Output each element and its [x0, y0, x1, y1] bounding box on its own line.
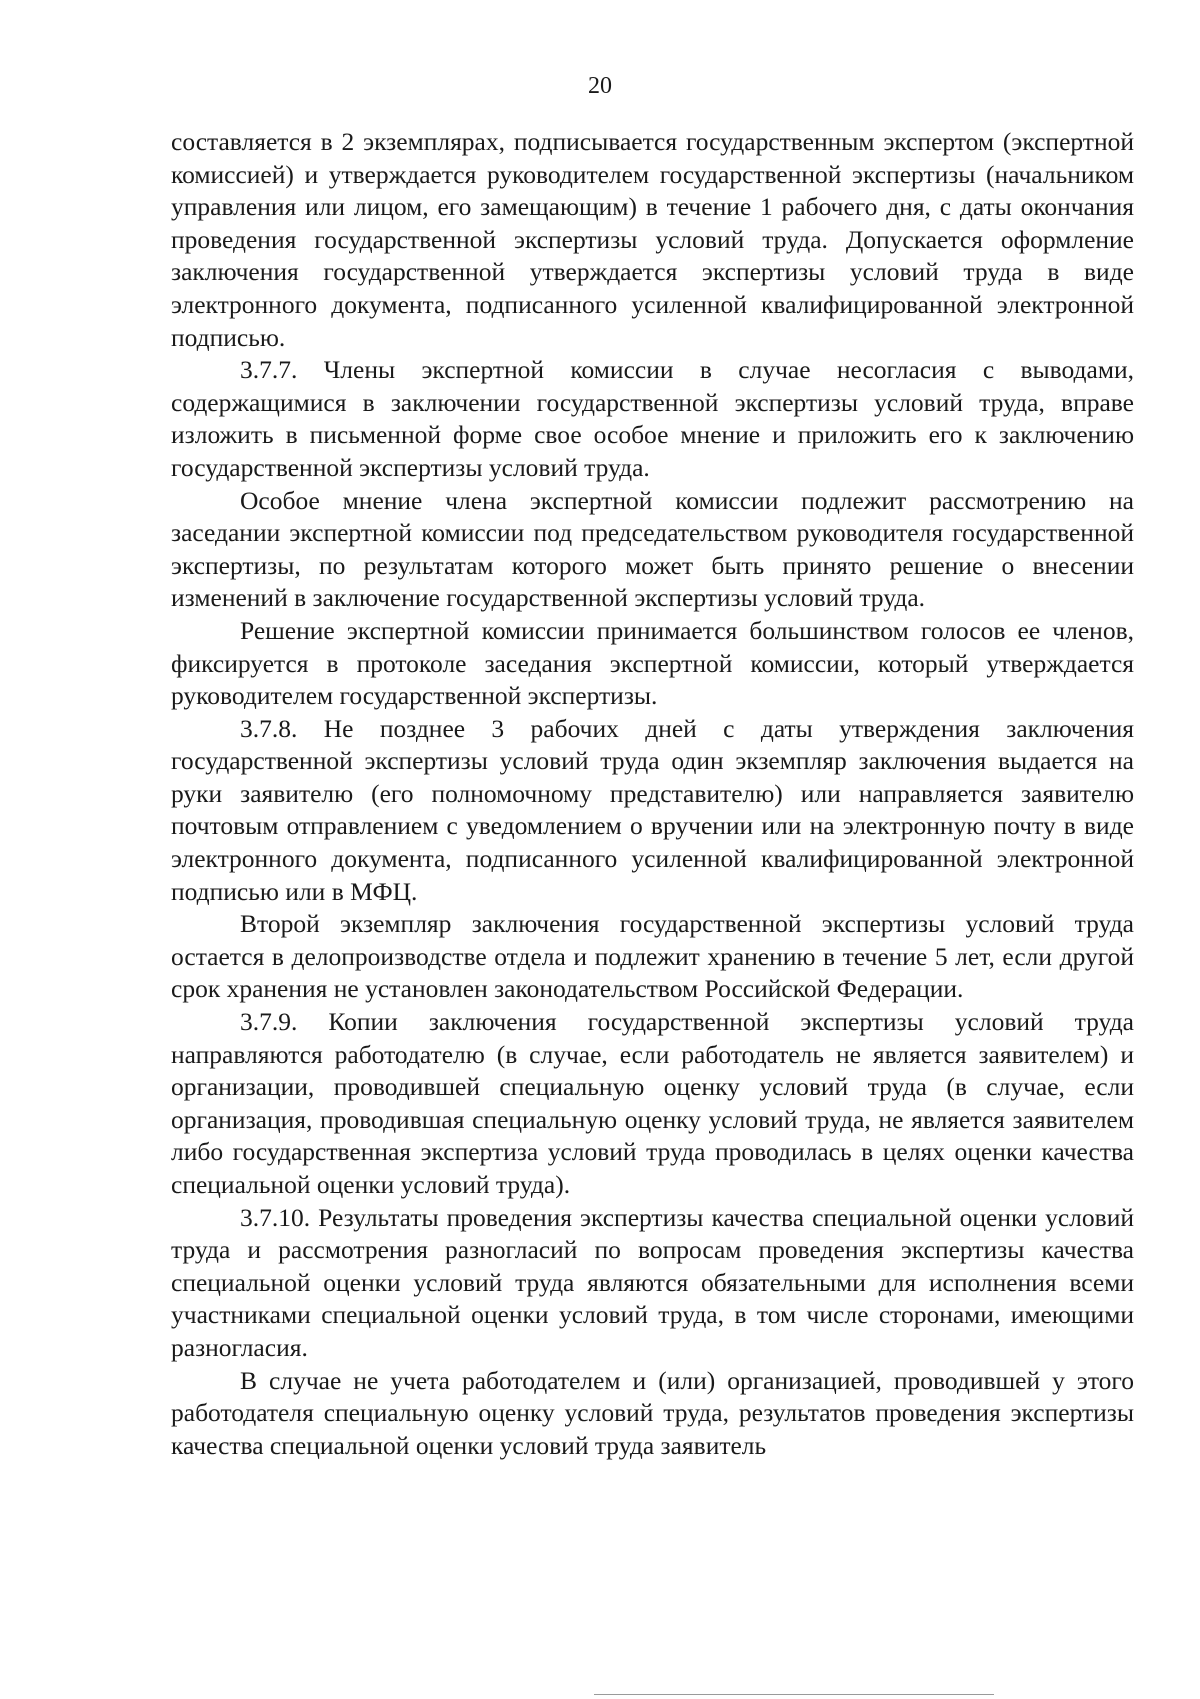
document-body	[171, 126, 1134, 1462]
paragraph-3-7-9: 3.7.9. Копии заключения государственной экспертизы условий труда направляются работодателю (в случае, если работодатель не является заявителем) и организации, проводившей специальную оценку условий труда (в случае, если организация, проводившая специальную оценку условий труда, не является заявителем либо государственная экспертиза условий труда проводилась в целях оценки качества специальной оценки условий труда).	[171, 1007, 1134, 1199]
paragraph-non-compliance: В случае не учета работодателем и (или) организацией, проводившей у этого работодателя специальную оценку условий труда, результатов проведения экспертизы качества специальной оценки условий труда заявитель	[171, 1365, 1134, 1460]
paragraph-3-7-7: 3.7.7. Члены экспертной комиссии в случае несогласия с выводами, содержащимися в заключении государственной экспертизы условий труда, вправе изложить в письменной форме свое особое мнение и приложить его к заключению государственной экспертизы условий труда.	[171, 355, 1134, 482]
paragraph-3-7-10: 3.7.10. Результаты проведения экспертизы качества специальной оценки условий труда и рассмотрения разногласий по вопросам проведения экспертизы качества специальной оценки условий труда являются обязательными для исполнения всеми участниками специальной оценки условий труда, в том числе сторонами, имеющими разногласия.	[171, 1202, 1134, 1362]
footer-divider	[594, 1694, 994, 1695]
paragraph-second-copy: Второй экземпляр заключения государственной экспертизы условий труда остается в делопроизводстве отдела и подлежит хранению в течение 5 лет, если другой срок хранения не установлен законодательством Российской Федерации.	[171, 909, 1134, 1004]
paragraph-continuation: составляется в 2 экземплярах, подписывается государственным экспертом (экспертной комиссией) и утверждается руководителем государственной экспертизы (начальником управления или лицом, его замещающим) в течение 1 рабочего дня, с даты окончания проведения государственной экспертизы условий труда. Допускается оформление заключения государственной утверждается экспертизы условий труда в виде электронного документа, подписанного усиленной квалифицированной электронной подписью.	[171, 127, 1134, 352]
page-number: 20	[588, 73, 612, 99]
paragraph-special-opinion: Особое мнение члена экспертной комиссии подлежит рассмотрению на заседании экспертной комиссии под председательством руководителя государственной экспертизы, по результатам которого может быть принято решение о внесении изменений в заключение государственной экспертизы условий труда.	[171, 485, 1134, 613]
paragraph-3-7-8: 3.7.8. Не позднее 3 рабочих дней с даты утверждения заключения государственной экспертизы условий труда один экземпляр заключения выдается на руки заявителю (его полномочному представителю) или направляется заявителю почтовым отправлением с уведомлением о вручении или на электронную почту в виде электронного документа, подписанного усиленной квалифицированной электронной подписью или в МФЦ.	[171, 713, 1134, 906]
paragraph-commission-decision: Решение экспертной комиссии принимается большинством голосов ее членов, фиксируется в протоколе заседания экспертной комиссии, который утверждается руководителем государственной экспертизы.	[171, 615, 1134, 711]
